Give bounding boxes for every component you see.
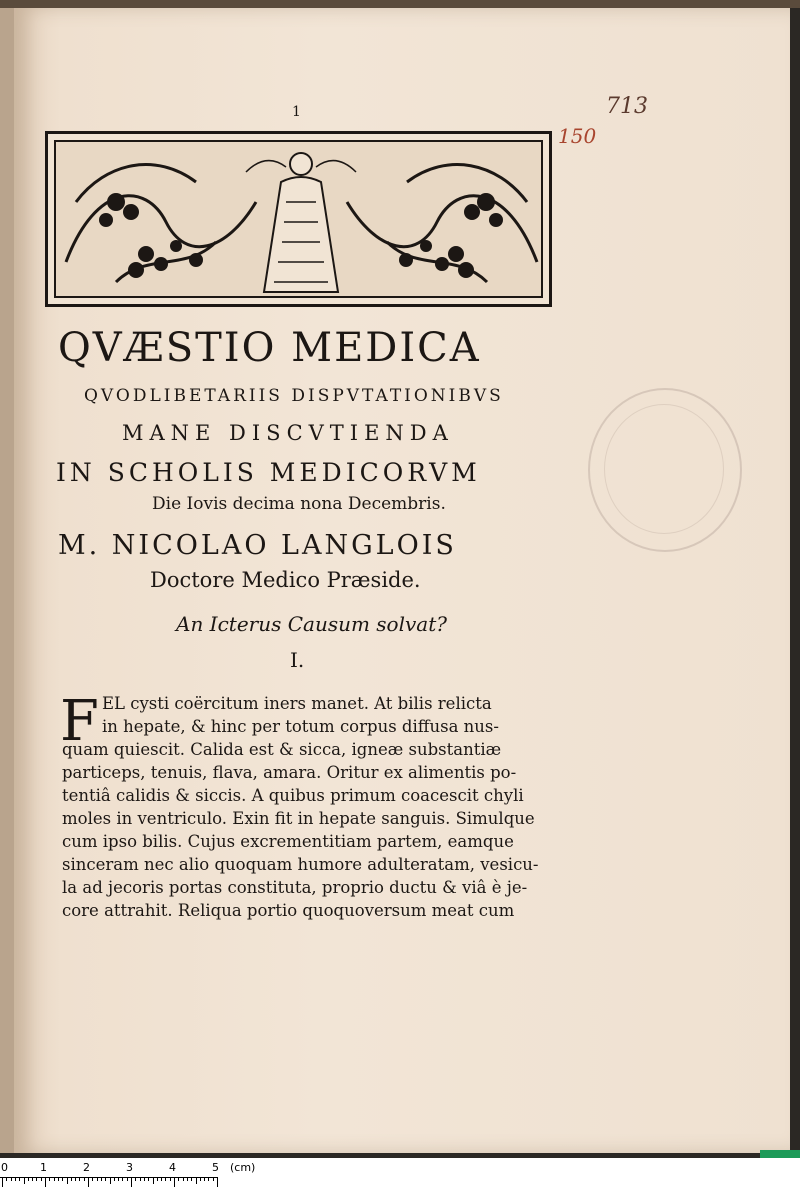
ruler-tick [101, 1177, 102, 1181]
body-line: quam quiescit. Calida est & sicca, igneæ substantiæ [62, 740, 502, 759]
ruler-tick [84, 1177, 85, 1181]
body-line: EL cysti coërcitum iners manet. At bilis relicta [102, 694, 492, 713]
ruler-tick [110, 1177, 111, 1184]
ruler-tick [36, 1177, 37, 1181]
ruler-tick [67, 1177, 68, 1184]
ruler-tick [97, 1177, 98, 1181]
title-line-3: MANE DISCVTIENDA [122, 421, 454, 445]
ruler-tick [62, 1177, 63, 1181]
ruler-tick [165, 1177, 166, 1181]
ruler-tick [118, 1177, 119, 1181]
ruler-tick [196, 1177, 197, 1184]
ruler-label: 4 [169, 1161, 176, 1174]
woodcut-headpiece [45, 131, 552, 307]
ruler-label: 5 [212, 1161, 219, 1174]
ruler-tick [217, 1177, 218, 1187]
ruler-unit: (cm) [230, 1161, 256, 1174]
title-line-4: IN SCHOLIS MEDICORVM [56, 458, 481, 487]
ruler-label: 3 [126, 1161, 133, 1174]
body-line: tentiâ calidis & siccis. A quibus primum coacescit chyli [62, 786, 524, 805]
title-line-1: QVÆSTIO MEDICA [58, 325, 481, 371]
ruler-tick [11, 1177, 12, 1181]
ruler-tick [213, 1177, 214, 1181]
question-heading: An Icterus Causum solvat? [176, 612, 447, 636]
ruler-tick [88, 1177, 89, 1187]
ruler-label: 2 [83, 1161, 90, 1174]
library-stamp-inner [604, 404, 724, 534]
body-line: moles in ventriculo. Exin fit in hepate sanguis. Simulque [62, 809, 535, 828]
ruler-tick [105, 1177, 106, 1181]
ruler-tick [178, 1177, 179, 1181]
ruler-tick [135, 1177, 136, 1181]
ruler-label: 1 [40, 1161, 47, 1174]
ruler-tick [191, 1177, 192, 1181]
ruler-tick [6, 1177, 7, 1181]
ruler-tick [32, 1177, 33, 1181]
ruler-tick [153, 1177, 154, 1184]
ruler-tick [131, 1177, 132, 1187]
page-top-edge [0, 0, 800, 8]
ruler-tick [127, 1177, 128, 1181]
ruler-tick [174, 1177, 175, 1187]
ruler-tick [161, 1177, 162, 1181]
drop-cap: F [60, 689, 99, 754]
ruler-tick [114, 1177, 115, 1181]
ruler-tick [28, 1177, 29, 1181]
ruler-tick [2, 1177, 3, 1187]
ruler-tick [122, 1177, 123, 1181]
ruler-tick [187, 1177, 188, 1181]
ruler-tick [157, 1177, 158, 1181]
ruler-tick [71, 1177, 72, 1181]
body-line: la ad jecoris portas constituta, proprio ductu & viâ è je- [62, 878, 528, 897]
body-line: in hepate, & hinc per totum corpus diffusa nus- [102, 717, 499, 736]
president-title: Doctore Medico Præside. [150, 568, 421, 592]
folio-number: 1 [292, 104, 301, 120]
ruler-tick [75, 1177, 76, 1181]
ruler-tick [49, 1177, 50, 1181]
ruler-tick [19, 1177, 20, 1181]
manuscript-number-2: 150 [558, 124, 597, 148]
ruler-tick [24, 1177, 25, 1184]
ruler-tick [79, 1177, 80, 1181]
ruler-tick [140, 1177, 141, 1181]
body-line: sinceram nec alio quoquam humore adulteratam, vesicu- [62, 855, 539, 874]
ruler-tick [208, 1177, 209, 1181]
ruler-tick [204, 1177, 205, 1181]
ruler-tick [200, 1177, 201, 1181]
section-number: I. [290, 648, 305, 672]
body-line: core attrahit. Reliqua portio quoquoversum meat cum [62, 901, 515, 920]
ruler-tick [41, 1177, 42, 1181]
ruler-tick [144, 1177, 145, 1181]
title-line-2: QVODLIBETARIIS DISPVTATIONIBVS [84, 386, 504, 406]
ruler-tick [183, 1177, 184, 1181]
page-left-edge [0, 8, 14, 1153]
ruler-tick [15, 1177, 16, 1181]
ruler-tick [92, 1177, 93, 1181]
president-name: M. NICOLAO LANGLOIS [58, 530, 457, 561]
ruler-tick [45, 1177, 46, 1187]
woodcut-ornament [56, 142, 543, 298]
ruler-tick [54, 1177, 55, 1181]
title-line-5: Die Iovis decima nona Decembris. [152, 494, 446, 514]
ruler-tick [58, 1177, 59, 1181]
body-line: particeps, tenuis, flava, amara. Oritur ex alimentis po- [62, 763, 517, 782]
scale-ruler [0, 1158, 800, 1189]
ruler-tick [148, 1177, 149, 1181]
ruler-tick [170, 1177, 171, 1181]
ruler-label: 0 [1, 1161, 8, 1174]
body-line: cum ipso bilis. Cujus excrementitiam partem, eamque [62, 832, 514, 851]
manuscript-number-1: 713 [606, 94, 648, 119]
